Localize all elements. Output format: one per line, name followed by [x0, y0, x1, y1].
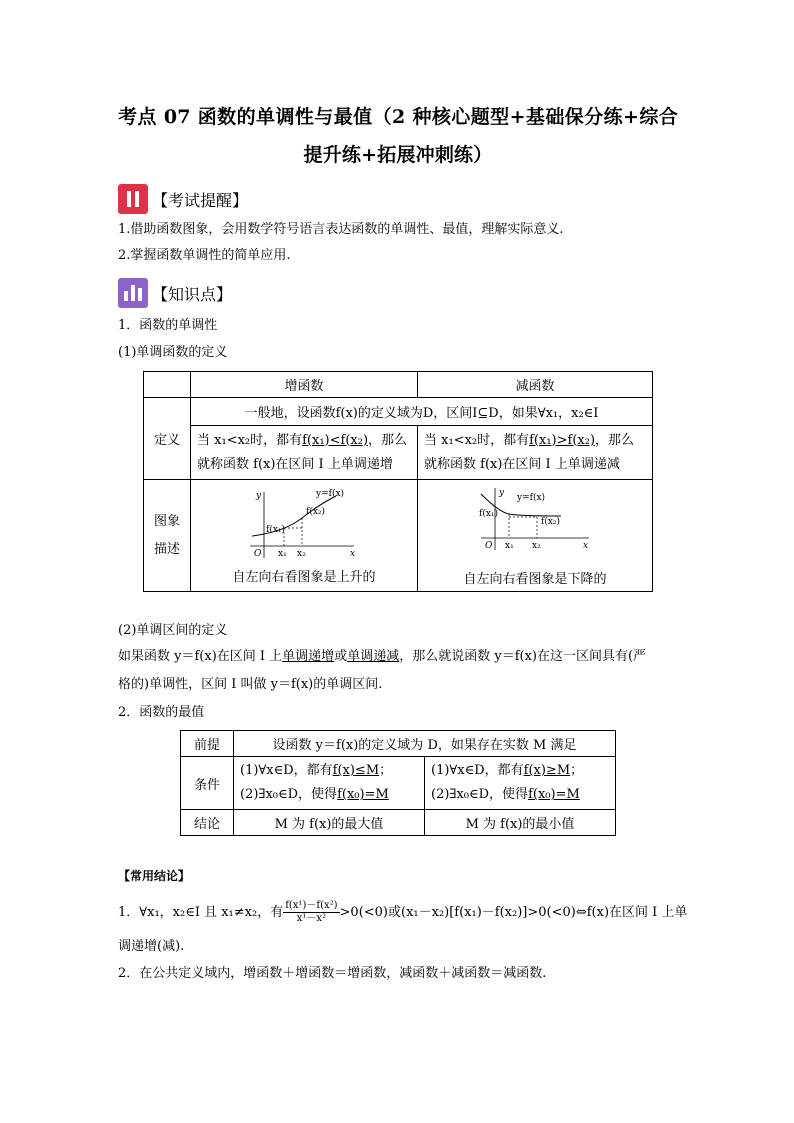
decreasing-graph	[475, 486, 595, 558]
svg-text:O: O	[485, 541, 493, 551]
svg-text:x: x	[350, 549, 356, 559]
conclusion-min: M 为 f(x)的最小值	[425, 810, 616, 836]
conclusion-label: 结论	[181, 810, 234, 836]
section-1-sub2: (2)单调区间的定义	[118, 623, 228, 638]
svg-text:f(x₁): f(x₁)	[266, 525, 286, 535]
svg-text:y=f(x): y=f(x)	[316, 489, 345, 499]
graph-dec-cell	[418, 480, 653, 592]
condition-label: 条件	[181, 757, 234, 810]
section-1-sub2-para-2: 格的)单调性，区间 I 叫做 y＝f(x)的单调区间.	[118, 677, 383, 692]
extremum-table	[180, 730, 616, 836]
col-dec-header: 减函数	[418, 372, 653, 398]
section-1-sub1: (1)单调函数的定义	[118, 345, 228, 360]
svg-text:x₁: x₁	[278, 549, 287, 559]
monotonic-table	[143, 371, 653, 592]
svg-text:y: y	[256, 491, 262, 501]
def-dec: 当 x₁<x₂时，都有f(x₁)>f(x₂)，那么就称函数 f(x)在区间 I 上单调递减	[418, 426, 653, 480]
svg-text:f(x₂): f(x₂)	[306, 507, 326, 517]
conclusion-1-cont: 调递增(减).	[118, 939, 185, 954]
section-2-title: 2．函数的最值	[118, 705, 205, 720]
reminder-heading: 【考试提醒】	[152, 190, 249, 210]
premise-text: 设函数 y＝f(x)的定义域为 D，如果存在实数 M 满足	[234, 731, 616, 757]
graph-inc-cell	[191, 480, 418, 592]
svg-text:f(x₁): f(x₁)	[479, 509, 499, 519]
conclusions-heading: 【常用结论】	[118, 869, 191, 883]
knowledge-header	[118, 278, 232, 308]
condition-min: (1)∀x∈D，都有f(x)≥M； (2)∃x₀∈D，使得f(x₀)=M	[425, 757, 616, 810]
def-common: 一般地，设函数f(x)的定义域为D，区间I⊆D，如果∀x₁，x₂∈I	[191, 398, 653, 426]
graph-inc-caption: 自左向右看图象是上升的	[232, 570, 376, 585]
reminder-item-2: 2.掌握函数单调性的简单应用.	[118, 248, 291, 263]
svg-text:x₁: x₁	[505, 541, 514, 551]
conclusion-max: M 为 f(x)的最大值	[234, 810, 425, 836]
svg-text:f(x₂): f(x₂)	[541, 517, 561, 527]
row-def-label: 定义	[144, 398, 191, 480]
reminder-header	[118, 184, 248, 214]
svg-text:y: y	[499, 488, 505, 498]
svg-text:x: x	[583, 541, 589, 551]
svg-text:x₂: x₂	[532, 541, 541, 551]
reminder-item-1: 1.借助函数图象，会用数学符号语言表达函数的单调性、最值，理解实际意义.	[118, 222, 564, 237]
svg-text:y=f(x): y=f(x)	[517, 493, 546, 503]
section-1-sub2-para-1: 如果函数 y＝f(x)在区间 I 上单调递增或单调递减，那么就说函数 y＝f(x)在这一区间具有(严	[118, 649, 647, 664]
svg-text:x₂: x₂	[297, 549, 306, 559]
conclusion-1: 1．∀x₁，x₂∈I 且 x₁≠x₂，有 $\frac{\text{f(x¹)－f(x²)}}{\text{x¹－x²}}$ >0(<0)或(x₁－x₂)[f(x₁)－f(x₂)]>0(<0)⇔f(x)在区间 I 上单	[118, 900, 688, 924]
conclusion-1-fraction: $\frac{\text{f(x¹)－f(x²)}}{\text{x¹－x²}}$	[285, 900, 338, 924]
row-graph-label: 图象描述	[144, 480, 191, 592]
increasing-graph	[244, 488, 364, 560]
svg-text:O: O	[254, 549, 262, 559]
condition-max: (1)∀x∈D，都有f(x)≤M； (2)∃x₀∈D，使得f(x₀)=M	[234, 757, 425, 810]
col-inc-header: 增函数	[191, 372, 418, 398]
pause-bars-icon	[118, 184, 148, 214]
premise-label: 前提	[181, 731, 234, 757]
bar-chart-icon	[118, 278, 148, 308]
section-1-title: 1．函数的单调性	[118, 318, 218, 333]
graph-dec-caption: 自左向右看图象是下降的	[463, 572, 607, 587]
knowledge-heading: 【知识点】	[152, 284, 233, 304]
def-inc: 当 x₁<x₂时，都有f(x₁)<f(x₂)，那么就称函数 f(x)在区间 I 上单调递增	[191, 426, 418, 480]
conclusion-2: 2．在公共定义域内，增函数＋增函数＝增函数，减函数＋减函数＝减函数.	[118, 966, 547, 981]
page-title: 考点 07 函数的单调性与最值（2 种核心题型+基础保分练+综合提升练+拓展冲刺练）	[118, 106, 678, 166]
